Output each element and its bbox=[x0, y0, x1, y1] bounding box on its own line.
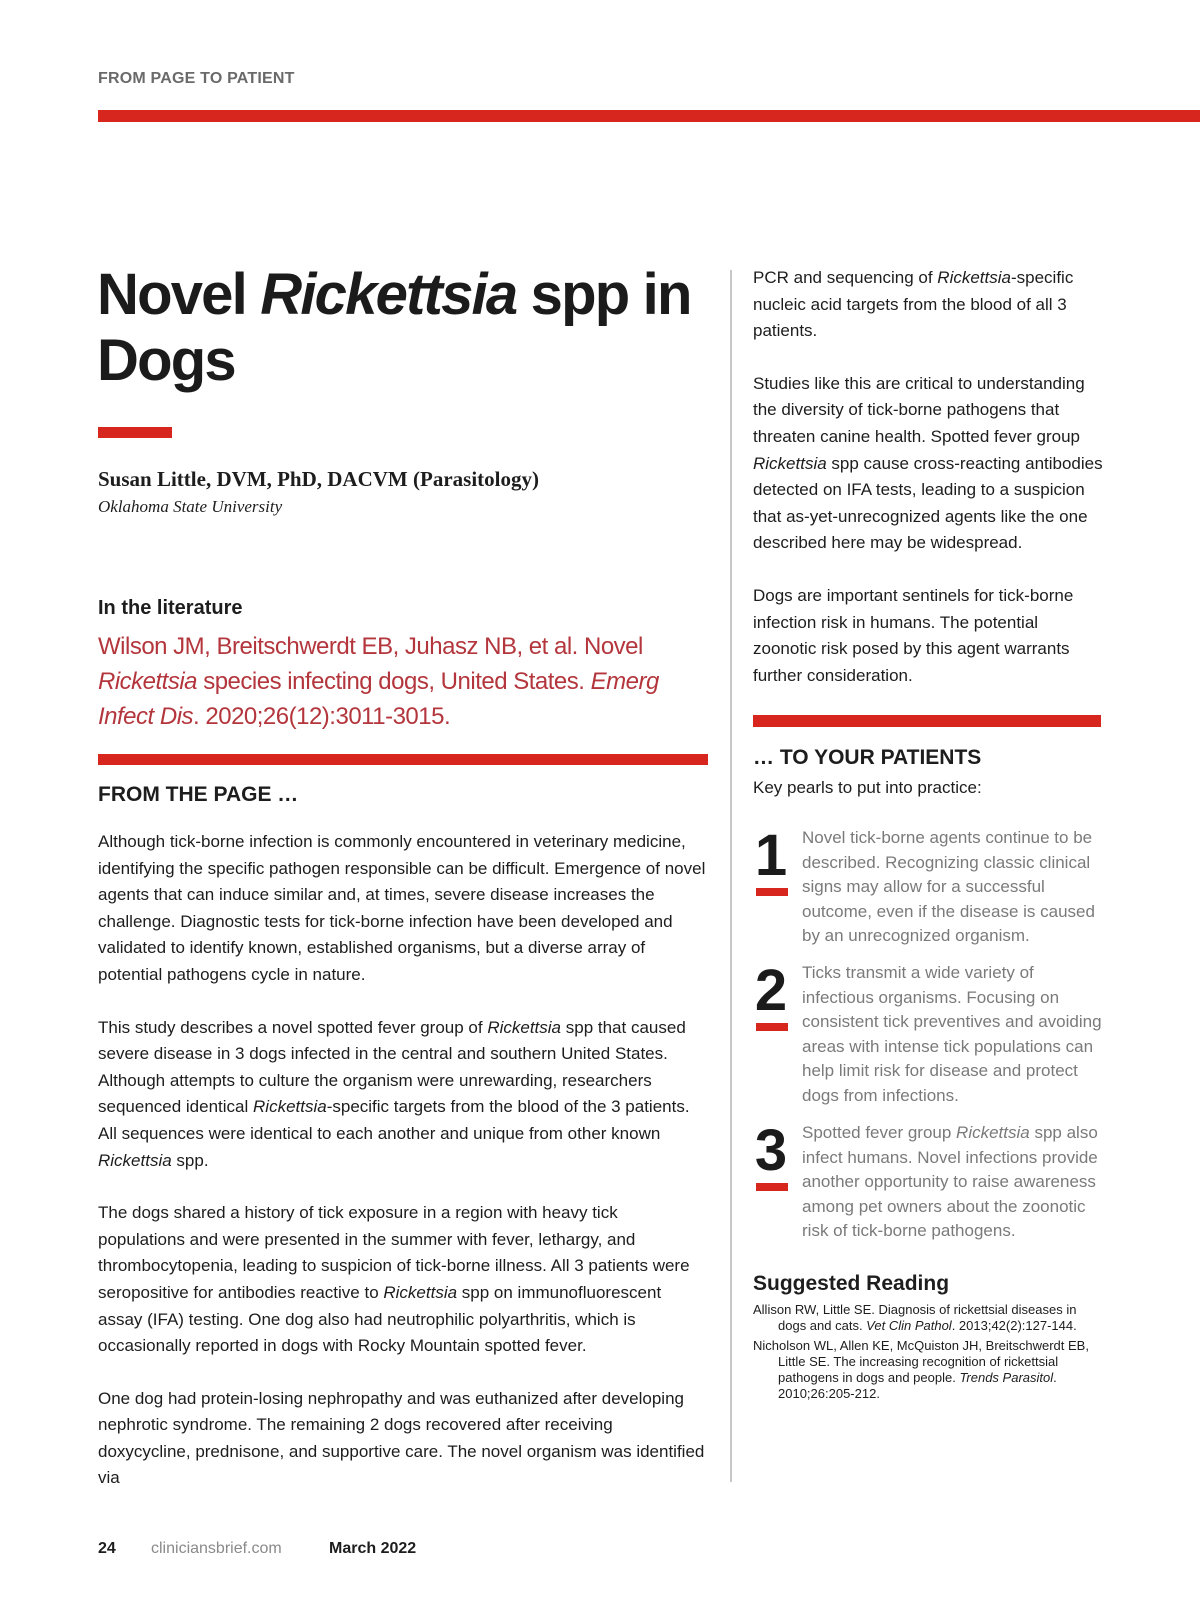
reference-2 bbox=[753, 1338, 1093, 1402]
right-paragraph-1 bbox=[753, 265, 1103, 345]
pearl-rule-3 bbox=[756, 1183, 788, 1191]
patients-accent-bar bbox=[753, 715, 1101, 727]
pearl-number-3: 3 bbox=[754, 1118, 788, 1183]
right-paragraph-2 bbox=[753, 371, 1103, 557]
rp1-text-a: PCR and sequencing of bbox=[753, 268, 938, 287]
p3-text-b: spp on immunofluorescent assay (IFA) testing. One dog also had neutrophilic polyarthritis, which is occasionally reported in dogs with Rocky Mountain spotted fever. bbox=[98, 1282, 662, 1356]
p2-italic-3: Rickettsia bbox=[98, 1150, 172, 1170]
footer-page-number: 24 bbox=[98, 1540, 116, 1557]
p3-text-a: The dogs shared a history of tick exposure in a region with heavy tick populations and were presented in the summer with fever, lethargy, and thrombocytopenia, leading to suspicion of tick-borne illness. All 3 patients were seropositive for antibodies reactive to bbox=[98, 1203, 690, 1302]
pearl-1 bbox=[753, 823, 1103, 946]
pearl-text-3 bbox=[802, 1121, 1102, 1244]
p2-text-b: spp that caused severe disease in 3 dogs infected in the central and southern United States. Although attempts to culture the organism were unrewarding, researchers sequenced identical bbox=[98, 1017, 686, 1117]
p2-text-d: spp. bbox=[171, 1150, 209, 1170]
ref1-text-b: . 2013;42(2):127-144. bbox=[951, 1318, 1077, 1333]
right-column-body bbox=[753, 265, 1103, 715]
ref2-text-a: Nicholson WL, Allen KE, McQuiston JH, Breitschwerdt EB, Little SE. The increasing recognition of rickettsial pathogens in dogs and people. bbox=[753, 1338, 1089, 1385]
from-page-body bbox=[98, 829, 708, 1518]
to-patients-heading: … TO YOUR PATIENTS bbox=[753, 746, 982, 769]
section-accent-bar bbox=[98, 754, 708, 765]
ref1-text-a: Allison RW, Little SE. Diagnosis of rickettsial diseases in dogs and cats. bbox=[753, 1302, 1077, 1333]
footer-date: March 2022 bbox=[329, 1540, 417, 1557]
p2-italic-2: Rickettsia bbox=[253, 1097, 327, 1117]
author-name: Susan Little, DVM, PhD, DACVM (Parasitology) bbox=[98, 467, 539, 491]
ref1-journal: Vet Clin Pathol bbox=[866, 1318, 952, 1333]
title-part-1: Novel bbox=[97, 262, 261, 327]
rp2-text-a: Studies like this are critical to understanding the diversity of tick-borne pathogens that threaten canine health. Spotted fever group bbox=[753, 373, 1085, 446]
p3-italic-1: Rickettsia bbox=[383, 1282, 458, 1302]
body-paragraph-2 bbox=[98, 1015, 708, 1175]
citation-italic-1: Rickettsia bbox=[98, 668, 198, 695]
pearl3-text-b: spp also infect humans. Novel infections provide another opportunity to raise awareness among pet owners about the zoonotic risk of tick-borne pathogens. bbox=[802, 1123, 1098, 1241]
ref2-text-b: . 2010;26:205-212. bbox=[778, 1370, 1057, 1401]
from-page-heading: FROM THE PAGE … bbox=[98, 783, 299, 806]
pearl-text-1: Novel tick-borne agents continue to be described. Recognizing classic clinical signs may allow for a successful outcome, even if the disease is caused by an unrecognized organism. bbox=[802, 828, 1095, 946]
citation-text-c: . 2020;26(12):3011-3015. bbox=[193, 703, 451, 730]
p2-text-c: -specific targets from the blood of the 3 patients. All sequences were identical to each another and unique from other known bbox=[98, 1097, 690, 1143]
title-italic: Rickettsia bbox=[260, 262, 517, 327]
pearl-3 bbox=[753, 1118, 1103, 1246]
title-underline-rule bbox=[98, 427, 172, 438]
pearl-2 bbox=[753, 958, 1103, 1106]
literature-citation bbox=[98, 629, 698, 734]
column-divider bbox=[730, 270, 732, 1482]
pearl3-italic-1: Rickettsia bbox=[956, 1123, 1030, 1142]
footer-site: cliniciansbrief.com bbox=[151, 1540, 282, 1557]
ref2-journal: Trends Parasitol bbox=[959, 1370, 1054, 1385]
body-paragraph-3 bbox=[98, 1200, 708, 1360]
rp2-italic-1: Rickettsia bbox=[753, 453, 827, 473]
to-patients-subheading: Key pearls to put into practice: bbox=[753, 778, 982, 797]
top-accent-bar bbox=[98, 110, 1200, 122]
pearl-rule-2 bbox=[756, 1023, 788, 1031]
citation-text-a: Wilson JM, Breitschwerdt EB, Juhasz NB, et al. Novel bbox=[98, 633, 643, 660]
citation-italic-2: Emerg Infect Dis bbox=[98, 668, 659, 730]
pearl-number-2: 2 bbox=[754, 958, 788, 1023]
pearl-text-2: Ticks transmit a wide variety of infectious organisms. Focusing on consistent tick preventives and avoiding areas with intense tick populations can help limit risk for disease and protect dogs from infections. bbox=[802, 963, 1102, 1105]
rp2-text-b: spp cause cross-reacting antibodies detected on IFA tests, leading to a suspicion that as-yet-unrecognized agents like the one described here may be widespread. bbox=[753, 453, 1103, 553]
p2-italic-1: Rickettsia bbox=[487, 1017, 562, 1037]
body-paragraph-1: Although tick-borne infection is commonly encountered in veterinary medicine, identifying the specific pathogen responsible can be difficult. Emergence of novel agents that can induce similar and, at times, severe disease increases the challenge. Diagnostic tests for tick-borne infection have been developed and validated to identify known, established organisms, but a diverse array of potential pathogens cycle in nature. bbox=[98, 832, 706, 984]
citation-text-b: species infecting dogs, United States. bbox=[197, 668, 591, 695]
title-part-2: spp in Dogs bbox=[97, 262, 691, 393]
reference-1 bbox=[753, 1302, 1093, 1334]
suggested-reading-heading: Suggested Reading bbox=[753, 1272, 950, 1295]
literature-heading: In the literature bbox=[98, 597, 243, 619]
pearl3-text-a: Spotted fever group bbox=[802, 1123, 957, 1142]
rp1-text-b: -specific nucleic acid targets from the blood of all 3 patients. bbox=[753, 268, 1074, 341]
pearl-rule-1 bbox=[756, 888, 788, 896]
author-affiliation: Oklahoma State University bbox=[98, 497, 283, 516]
right-paragraph-3: Dogs are important sentinels for tick-borne infection risk in humans. The potential zoonotic risk posed by this agent warrants further consideration. bbox=[753, 585, 1074, 685]
article-title bbox=[97, 262, 697, 394]
p2-text-a: This study describes a novel spotted fever group of bbox=[98, 1017, 488, 1037]
body-paragraph-4: One dog had protein-losing nephropathy and was euthanized after developing nephrotic syndrome. The remaining 2 dogs recovered after receiving doxycycline, prednisone, and supportive care. The novel organism was identified via bbox=[98, 1388, 705, 1488]
pearl-number-1: 1 bbox=[754, 823, 788, 888]
section-label: FROM PAGE TO PATIENT bbox=[98, 70, 295, 87]
rp1-italic-1: Rickettsia bbox=[937, 268, 1011, 287]
reference-list bbox=[753, 1302, 1093, 1406]
